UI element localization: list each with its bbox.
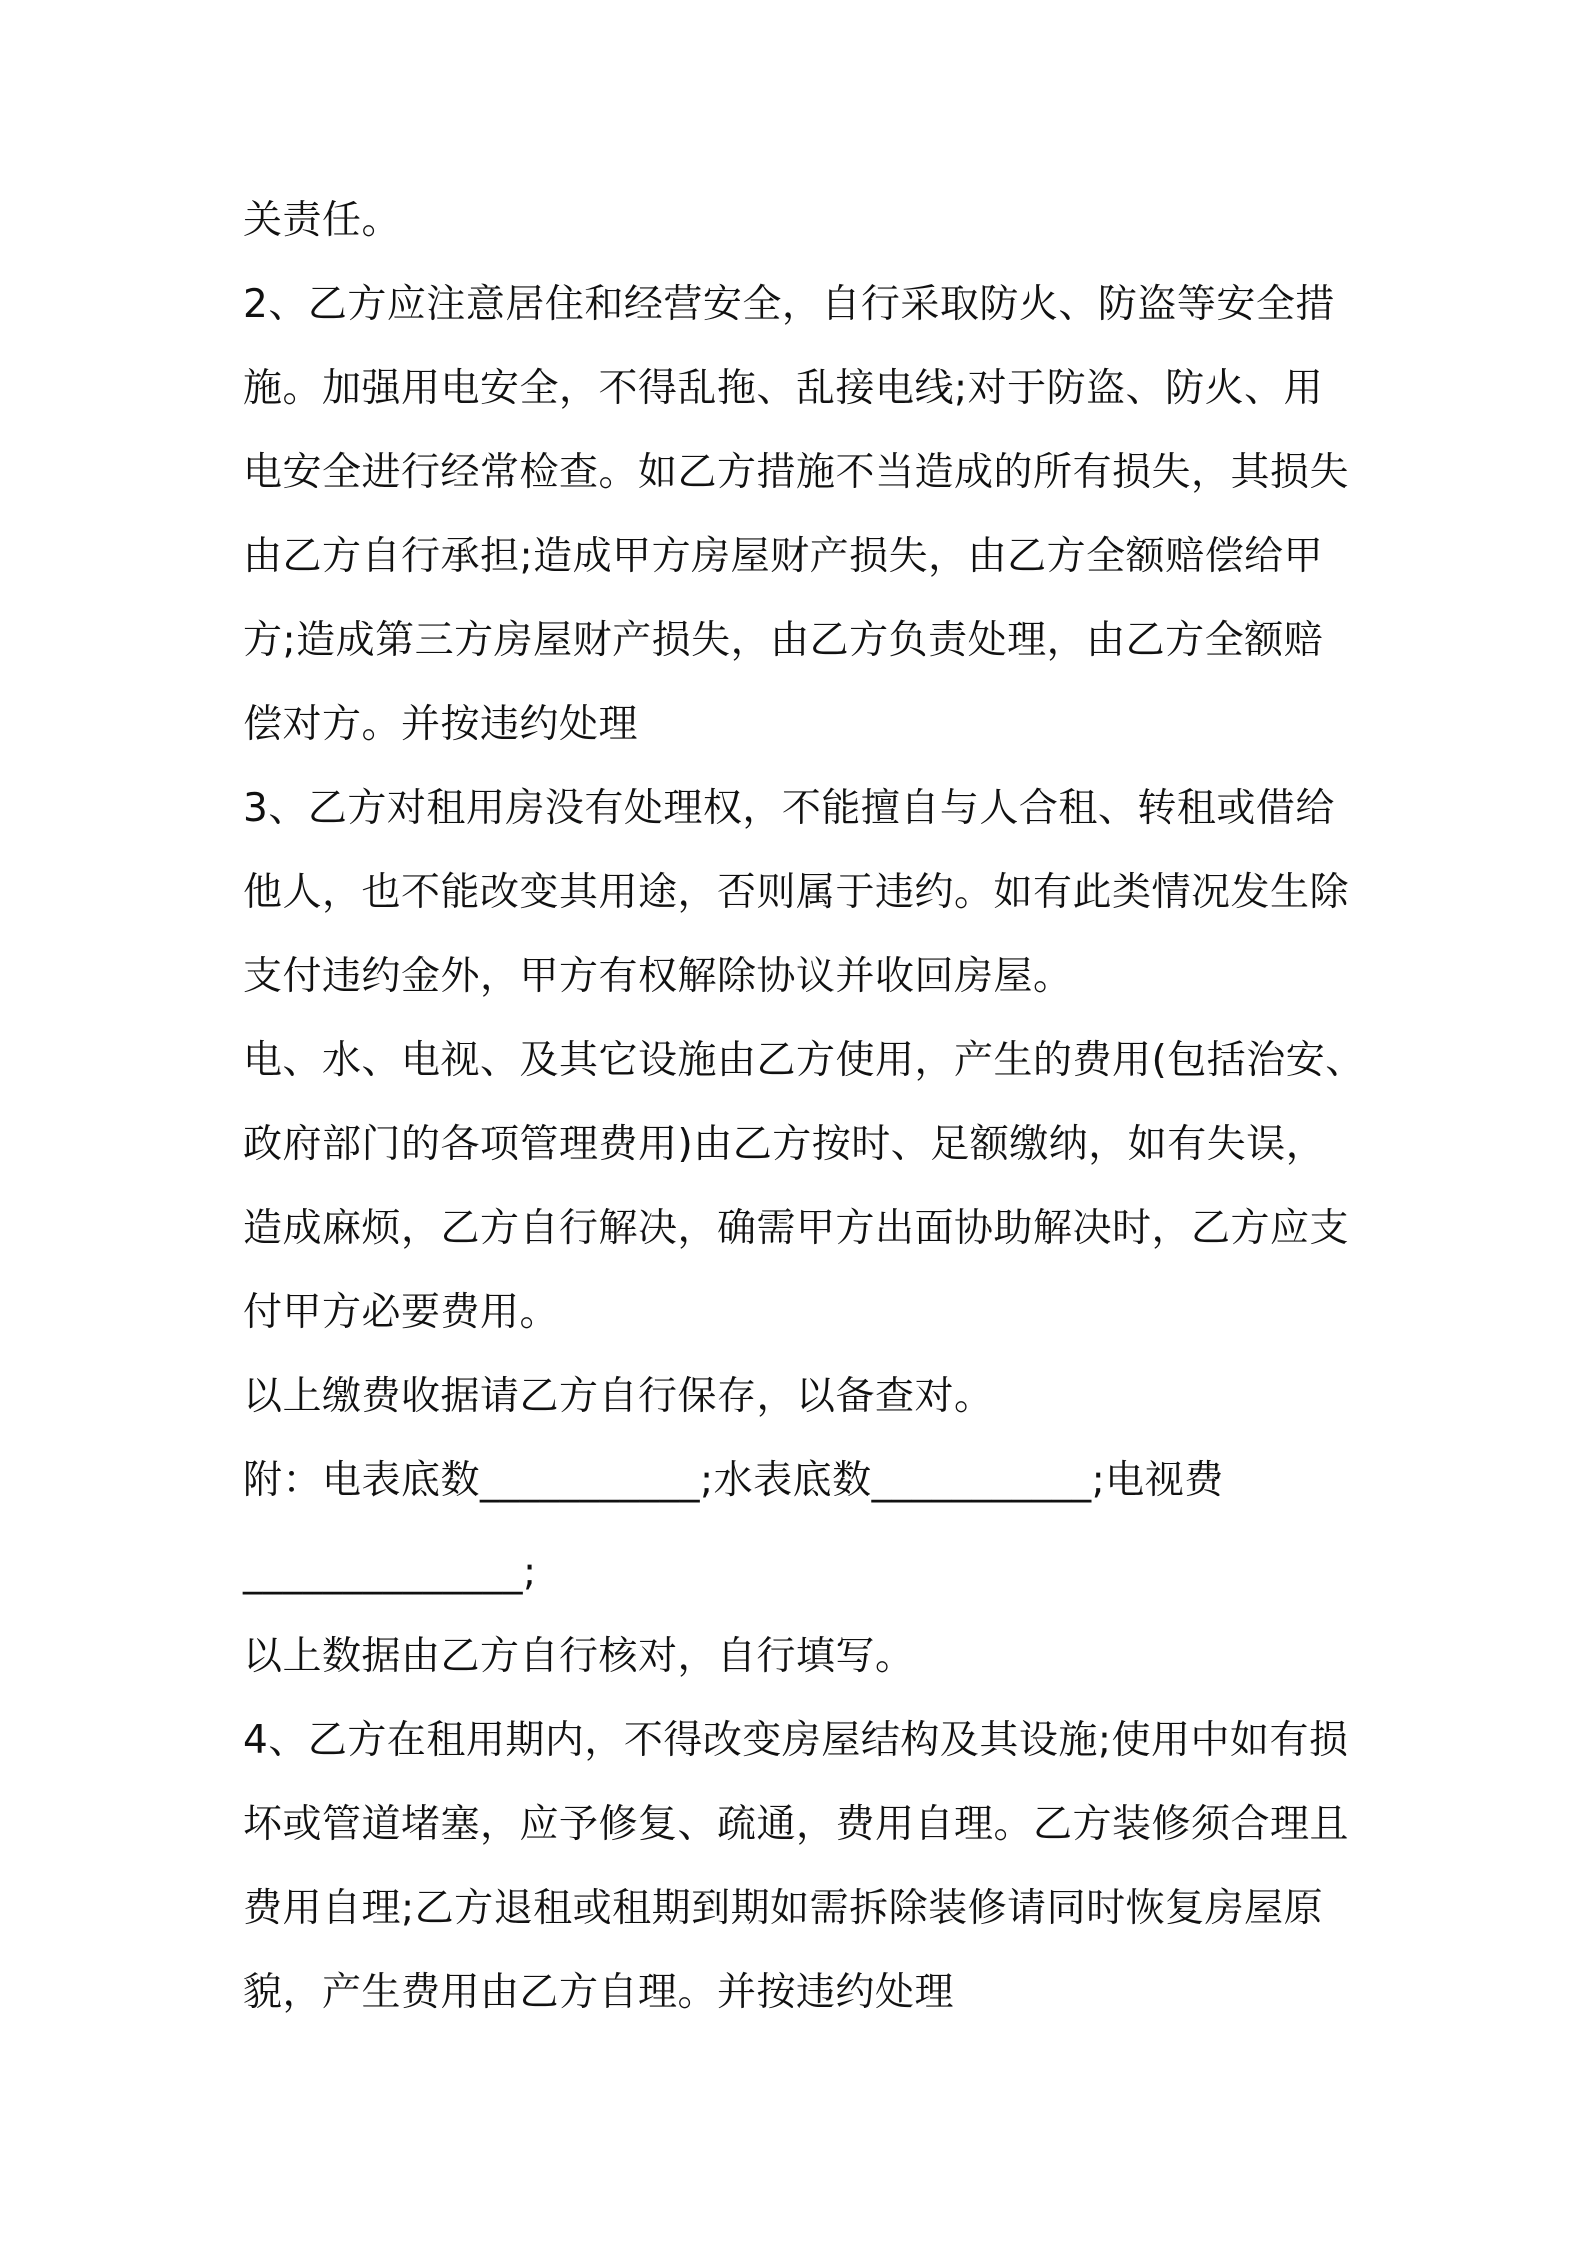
text-line: 4、乙方在租用期内，不得改变房屋结构及其设施;使用中如有损 <box>243 1718 1349 1763</box>
text-line: 他人，也不能改变其用途，否则属于违约。如有此类情况发生除 <box>243 870 1350 915</box>
text-line: 费用自理;乙方退租或租期到期如需拆除装修请同时恢复房屋原 <box>243 1886 1324 1931</box>
text-line: 偿对方。并按违约处理 <box>243 702 639 747</box>
text-line: 施。加强用电安全，不得乱拖、乱接电线;对于防盗、防火、用 <box>243 366 1324 411</box>
text-line: 2、乙方应注意居住和经营安全，自行采取防火、防盗等安全措 <box>243 282 1335 327</box>
text-line: ______________; <box>243 1550 537 1595</box>
text-line: 由乙方自行承担;造成甲方房屋财产损失，由乙方全额赔偿给甲 <box>243 534 1324 579</box>
text-line: 支付违约金外，甲方有权解除协议并收回房屋。 <box>243 954 1073 999</box>
text-line: 貌，产生费用由乙方自理。并按违约处理 <box>243 1970 955 2015</box>
text-line: 以上数据由乙方自行核对，自行填写。 <box>243 1634 915 1679</box>
text-line: 以上缴费收据请乙方自行保存，以备查对。 <box>243 1374 994 1419</box>
text-line: 电安全进行经常检查。如乙方措施不当造成的所有损失，其损失 <box>243 450 1350 495</box>
text-line: 附：电表底数___________;水表底数___________;电视费 <box>243 1458 1224 1503</box>
text-line: 坏或管道堵塞，应予修复、疏通，费用自理。乙方装修须合理且 <box>243 1802 1350 1847</box>
text-line: 付甲方必要费用。 <box>243 1290 560 1335</box>
text-line: 政府部门的各项管理费用)由乙方按时、足额缴纳，如有失误， <box>243 1122 1326 1167</box>
text-line: 造成麻烦，乙方自行解决，确需甲方出面协助解决时，乙方应支 <box>243 1206 1350 1251</box>
text-line: 方;造成第三方房屋财产损失，由乙方负责处理，由乙方全额赔 <box>243 618 1324 663</box>
text-line: 电、水、电视、及其它设施由乙方使用，产生的费用(包括治安、 <box>243 1038 1365 1083</box>
text-line: 关责任。 <box>243 198 402 243</box>
text-line: 3、乙方对租用房没有处理权，不能擅自与人合租、转租或借给 <box>243 786 1335 831</box>
